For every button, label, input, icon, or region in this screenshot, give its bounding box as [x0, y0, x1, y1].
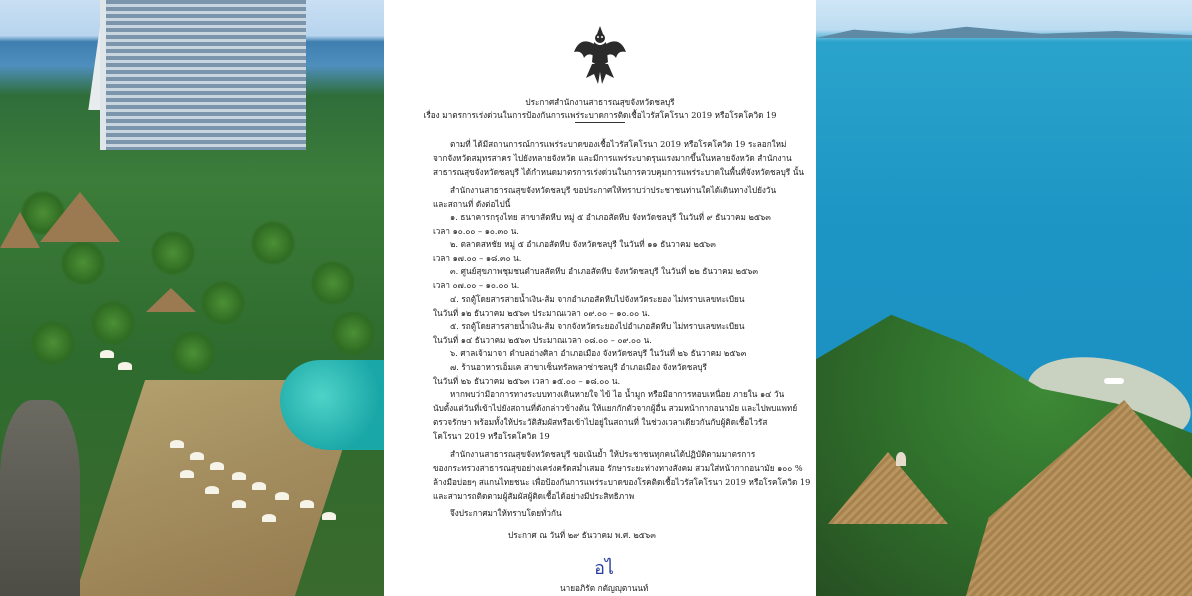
hotel-tower — [100, 0, 306, 150]
list-item-detail: เวลา ๐๗.๐๐ – ๑๐.๐๐ น. — [433, 280, 520, 290]
boat — [1104, 378, 1124, 384]
list-item: ๖. ศาลเจ้ามาจา ตำบลอ่างศิลา อำเภอเมือง จังหวัดชลบุรี ในวันที่ ๒๖ ธันวาคม ๒๕๖๓ — [450, 348, 747, 358]
announcement-document — [384, 0, 816, 596]
document-heading: ประกาศสำนักงานสาธารณสุขจังหวัดชลบุรี — [525, 97, 675, 107]
notice-line: และสถานที่ ดังต่อไปนี้ — [433, 199, 511, 209]
intro-line: ตามที่ ได้มีสถานการณ์การแพร่ระบาดของเชื้อไวรัสโคโรนา 2019 หรือโรคโควิด 19 ระลอกใหม่ — [450, 139, 787, 149]
list-item: ๔. รถตู้โดยสารสายน้ำเงิน-ส้ม จากอำเภอสัตหีบไปจังหวัดระยอง ไม่ทราบเลขทะเบียน — [450, 294, 745, 304]
advice-line: หากพบว่ามีอาการทางระบบทางเดินหายใจ ไข้ ไอ น้ำมูก หรือมีอาการหอบเหนื่อย ภายใน ๑๔ วัน — [450, 389, 785, 399]
signature — [584, 556, 624, 578]
request-line: ล้างมือบ่อยๆ สแกนไทยชนะ เพื่อป้องกันการแพร่ระบาดของโรคติดเชื้อไวรัสโคโรนา 2019 หรือโรคโควิด 19 — [433, 477, 811, 487]
request-line: สำนักงานสาธารณสุขจังหวัดชลบุรี ขอเน้นย้ำ ให้ประชาชนทุกคนได้ปฏิบัติตามมาตรการ — [450, 449, 756, 459]
list-item: ๑. ธนาคารกรุงไทย สาขาสัตหีบ หมู่ ๕ อำเภอสัตหีบ จังหวัดชลบุรี ในวันที่ ๙ ธันวาคม ๒๕๖๓ — [450, 212, 771, 222]
list-item: ๕. รถตู้โดยสารสายน้ำเงิน-ส้ม จากจังหวัดระยองไปอำเภอสัตหีบ ไม่ทราบเลขทะเบียน — [450, 321, 745, 331]
notice-line: สำนักงานสาธารณสุขจังหวัดชลบุรี ขอประกาศให้ทราบว่าประชาชนท่านใดได้เดินทางไปยังวัน — [450, 185, 777, 195]
signatory-name: นายอภิรัต กตัญญุตานนท์ — [560, 583, 649, 593]
list-item: ๓. ศูนย์สุขภาพชุมชนตำบลสัตหีบ อำเภอสัตหีบ จังหวัดชลบุรี ในวันที่ ๒๒ ธันวาคม ๒๕๖๓ — [450, 266, 758, 276]
advice-line: ตรวจรักษา พร้อมทั้งให้ประวัติสัมผัสหรือเข้าไปอยู่ในสถานที่ ในช่วงเวลาเดียวกันกับผู้ติดเชื้อไวรัส — [433, 417, 768, 427]
subject-divider — [575, 122, 625, 123]
sea-photo-right — [816, 0, 1192, 596]
list-item-detail: ในวันที่ ๑๒ ธันวาคม ๒๕๖๓ ประมาณเวลา ๐๙.๐๐ – ๑๐.๐๐ น. — [433, 308, 650, 318]
list-item: ๗. ร้านอาหารเอ็มเค สาขาเซ็นทรัลพลาซ่าชลบุรี อำเภอเมือง จังหวัดชลบุรี — [450, 362, 707, 372]
guardian-statue — [0, 400, 80, 596]
advice-line: โคโรนา 2019 หรือโรคโควิด 19 — [433, 431, 550, 441]
intro-line: จากจังหวัดสมุทรสาคร ไปยังหลายจังหวัด และมีการแพร่ระบาดรุนแรงมากขึ้นในหลายจังหวัด สำนักงาน — [433, 153, 792, 163]
request-line: และสามารถติดตามผู้สัมผัสผู้ติดเชื้อได้อย่างมีประสิทธิภาพ — [433, 491, 635, 501]
list-item-detail: ในวันที่ ๒๖ ธันวาคม ๒๕๖๓ เวลา ๑๕.๐๐ – ๑๘.๐๐ น. — [433, 376, 621, 386]
document-subject: เรื่อง มาตรการเร่งด่วนในการป้องกันการแพร่ระบาดการติดเชื้อไวรัสโคโรนา 2019 หรือโรคโควิด 19 — [423, 110, 777, 120]
distant-hills — [816, 24, 1192, 38]
request-line: ของกระทรวงสาธารณสุขอย่างเคร่งครัดสม่ำเสมอ รักษาระยะห่างทางสังคม สวมใส่หน้ากากอนามัย ๑๐๐ % — [433, 463, 803, 473]
intro-line: สาธารณสุขจังหวัดชลบุรี ได้กำหนดมาตรการเร่งด่วนในการควบคุมการแพร่ระบาดในพื้นที่จังหวัดชลบุรี นั้น — [433, 167, 805, 177]
list-item-detail: ในวันที่ ๑๔ ธันวาคม ๒๕๖๓ ประมาณเวลา ๐๘.๐๐ – ๐๙.๐๐ น. — [433, 335, 652, 345]
garuda-emblem-icon — [572, 22, 628, 88]
resort-photo-left — [0, 0, 384, 596]
closing-line: จึงประกาศมาให้ทราบโดยทั่วกัน — [450, 508, 562, 518]
swimming-pool — [280, 360, 384, 450]
advice-line: นับตั้งแต่วันที่เข้าไปยังสถานที่ดังกล่าวข้างต้น ให้แยกกักตัวจากผู้อื่น สวมหน้ากากอนามัย และไปพบแพทย์ — [433, 403, 798, 413]
list-item: ๒. ตลาดสหชัย หมู่ ๕ อำเภอสัตหีบ จังหวัดชลบุรี ในวันที่ ๑๑ ธันวาคม ๒๕๖๓ — [450, 239, 716, 249]
list-item-detail: เวลา ๑๐.๐๐ – ๑๐.๓๐ น. — [433, 226, 519, 236]
announcement-date: ประกาศ ณ วันที่ ๒๙ ธันวาคม พ.ศ. ๒๕๖๓ — [508, 530, 656, 540]
list-item-detail: เวลา ๑๗.๐๐ – ๑๘.๓๐ น. — [433, 253, 522, 263]
signature-mark: อไ — [594, 558, 614, 578]
